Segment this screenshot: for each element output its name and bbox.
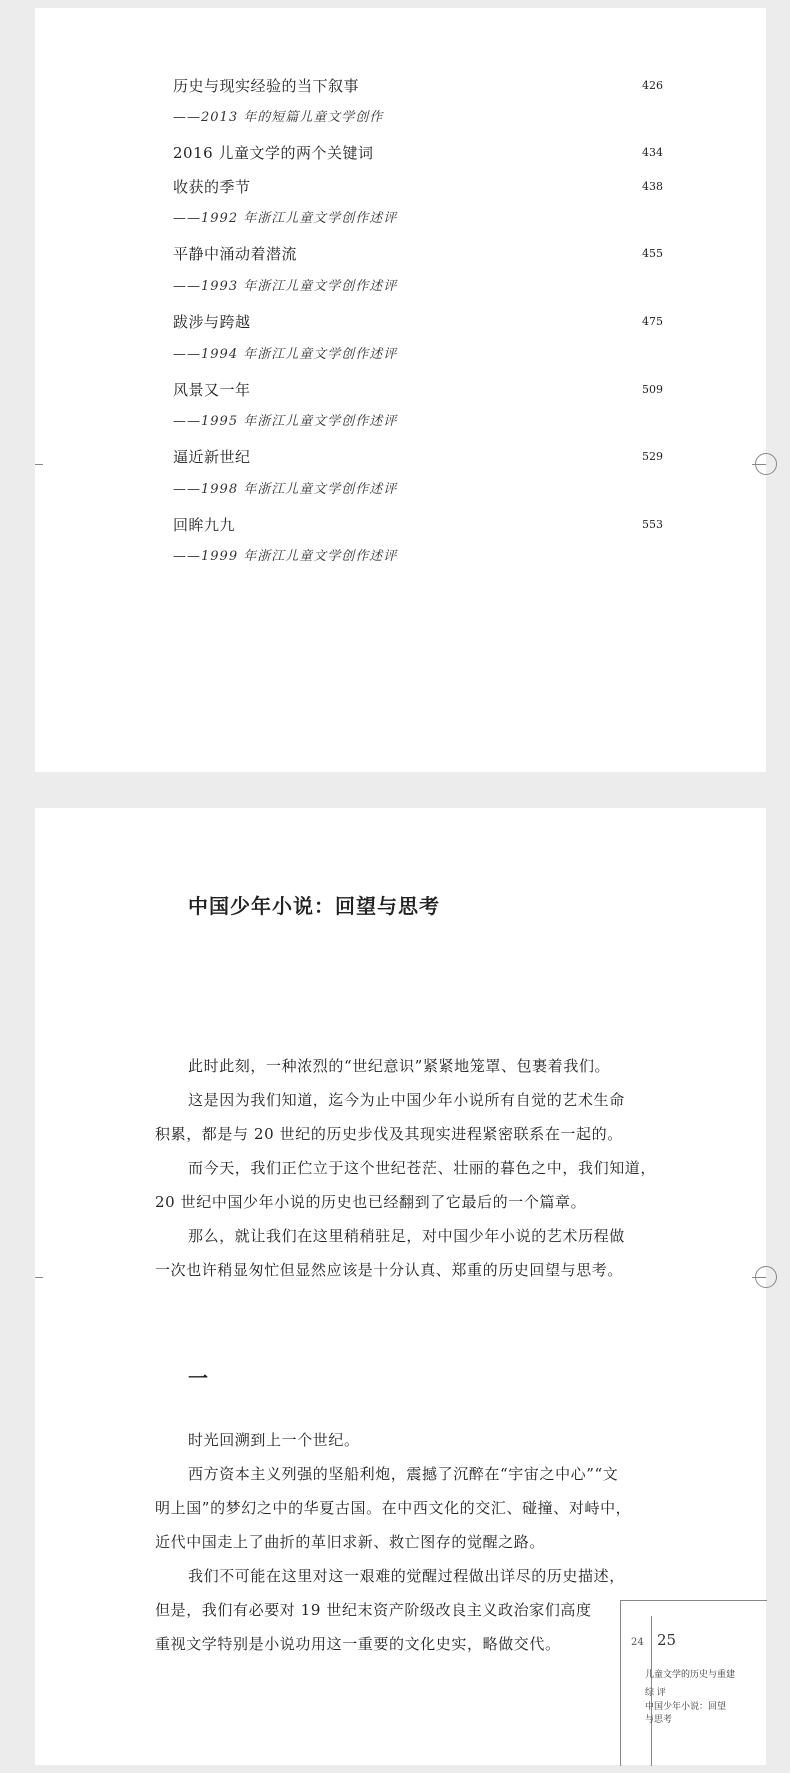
paragraph-line: 这是因为我们知道，迄今为止中国少年小说所有自觉的艺术生命 [188, 1091, 625, 1109]
toc-entry[interactable] [173, 515, 663, 539]
toc-entry[interactable] [173, 380, 663, 404]
paragraph-line: 但是，我们有必要对 19 世纪末资产阶级改良主义政治家们高度 [155, 1601, 592, 1619]
footer-book-title: 儿童文学的历史与重建 [645, 1670, 736, 1680]
paragraph-line: 而今天，我们正伫立于这个世纪苍茫、壮丽的暮色之中，我们知道， [188, 1159, 657, 1177]
right-page-number: 25 [657, 1631, 677, 1649]
paragraph-line: 我们不可能在这里对这一艰难的觉醒过程做出详尽的历史描述， [188, 1567, 625, 1585]
toc-entry-page: 553 [642, 518, 663, 531]
paragraph-line: 西方资本主义列强的坚船利炮，震撼了沉醉在“宇宙之中心”“文 [188, 1465, 619, 1483]
toc-entry-subtitle: ——1995 年浙江儿童文学创作述评 [173, 414, 398, 429]
toc-entry-title: 风景又一年 [173, 381, 251, 399]
toc-entry-page: 529 [642, 450, 663, 463]
toc-entry-page: 438 [642, 180, 663, 193]
toc-entry-page: 509 [642, 383, 663, 396]
paragraph-line: 积累，都是与 20 世纪的历史步伐及其现实进程紧密联系在一起的。 [155, 1125, 623, 1143]
left-page-number: 24 [631, 1637, 644, 1648]
toc-entry-title: 平静中涌动着潜流 [173, 245, 298, 263]
toc-entry[interactable] [173, 143, 663, 167]
page-footer [620, 1600, 767, 1766]
toc-entry-page: 455 [642, 247, 663, 260]
registration-mark-icon [755, 1266, 777, 1288]
toc-entry-title: 跋涉与跨越 [173, 313, 251, 331]
article-title: 中国少年小说：回望与思考 [188, 894, 440, 918]
toc-entry-subtitle: ——1994 年浙江儿童文学创作述评 [173, 347, 398, 362]
footer-section: 综 评 [645, 1688, 666, 1698]
article-page [35, 808, 766, 1765]
toc-entry-title: 回眸九九 [173, 516, 236, 534]
toc-entry[interactable] [173, 447, 663, 471]
toc-entry[interactable] [173, 312, 663, 336]
toc-entry[interactable] [173, 177, 663, 201]
toc-entry-subtitle: ——1999 年浙江儿童文学创作述评 [173, 549, 398, 564]
toc-entry-title: 历史与现实经验的当下叙事 [173, 77, 360, 95]
toc-entry-subtitle: ——2013 年的短篇儿童文学创作 [173, 110, 384, 125]
toc-entry-title: 逼近新世纪 [173, 448, 251, 466]
paragraph-line: 时光回溯到上一个世纪。 [188, 1431, 360, 1449]
crop-mark [35, 1277, 43, 1278]
registration-mark-icon [755, 453, 777, 475]
toc-entry[interactable] [173, 244, 663, 268]
paragraph-line: 此时此刻，一种浓烈的“世纪意识”紧紧地笼罩、包裹着我们。 [188, 1057, 611, 1075]
paragraph-line: 近代中国走上了曲折的革旧求新、救亡图存的觉醒之路。 [155, 1533, 546, 1551]
footer-chapter: 与思考 [645, 1715, 673, 1725]
footer-chapter: 中国少年小说：回望 [645, 1702, 727, 1712]
paragraph-line: 重视文学特别是小说功用这一重要的文化史实，略做交代。 [155, 1635, 561, 1653]
toc-entry-page: 426 [642, 79, 663, 92]
toc-entry-subtitle: ——1992 年浙江儿童文学创作述评 [173, 211, 398, 226]
toc-entry-page: 475 [642, 315, 663, 328]
toc-entry-subtitle: ——1998 年浙江儿童文学创作述评 [173, 482, 398, 497]
toc-entry-title: 收获的季节 [173, 178, 251, 196]
paragraph-line: 明上国”的梦幻之中的华夏古国。在中西文化的交汇、碰撞、对峙中， [155, 1499, 632, 1517]
paragraph-line: 20 世纪中国少年小说的历史也已经翻到了它最后的一个篇章。 [155, 1193, 587, 1211]
toc-page [35, 8, 766, 772]
toc-entry-subtitle: ——1993 年浙江儿童文学创作述评 [173, 279, 398, 294]
crop-mark [35, 464, 43, 465]
toc-entry[interactable] [173, 76, 663, 100]
section-heading: 一 [188, 1366, 208, 1390]
toc-entry-title: 2016 儿童文学的两个关键词 [173, 144, 374, 162]
toc-entry-page: 434 [642, 146, 663, 159]
paragraph-line: 那么，就让我们在这里稍稍驻足，对中国少年小说的艺术历程做 [188, 1227, 625, 1245]
paragraph-line: 一次也许稍显匆忙但显然应该是十分认真、郑重的历史回望与思考。 [155, 1261, 624, 1279]
